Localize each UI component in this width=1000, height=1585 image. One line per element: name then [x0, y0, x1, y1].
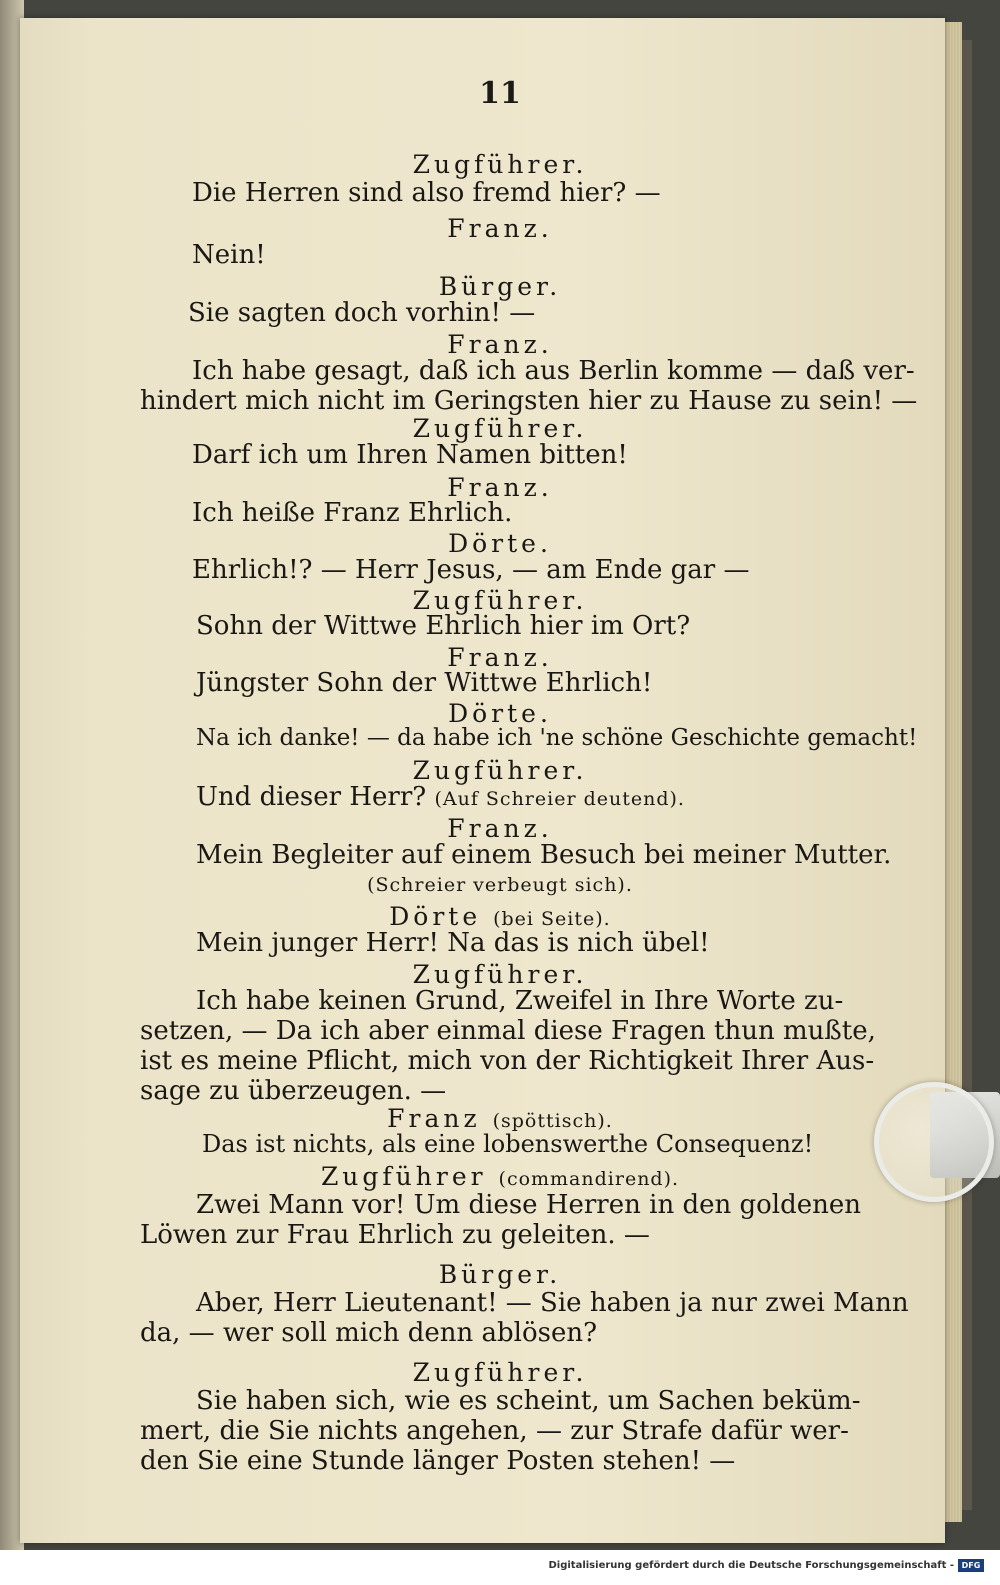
- dialogue-line: Sohn der Wittwe Ehrlich hier im Ort?: [196, 611, 691, 641]
- dialogue-line: Ich habe gesagt, daß ich aus Berlin komme — daß ver-: [192, 356, 915, 386]
- stage-direction: (spöttisch).: [492, 1110, 613, 1132]
- dialogue-line: Ehrlich!? — Herr Jesus, — am Ende gar —: [192, 555, 750, 585]
- speaker-name: Zugführer.: [412, 150, 588, 179]
- page-number: 11: [479, 76, 521, 111]
- stage-direction: (Auf Schreier deutend).: [434, 788, 685, 810]
- speaker-name: Franz.: [447, 643, 553, 672]
- dialogue-line: [196, 782, 685, 812]
- dialogue-line: Aber, Herr Lieutenant! — Sie haben ja nur zwei Mann: [196, 1288, 909, 1318]
- speaker-name: [140, 902, 860, 931]
- dialogue-line: Mein Begleiter auf einem Besuch bei meiner Mutter.: [196, 840, 892, 870]
- dialogue-line: da, — wer soll mich denn ablösen?: [140, 1318, 598, 1348]
- stage-direction: (bei Seite).: [493, 908, 611, 930]
- dialogue-line: Na ich danke! — da habe ich 'ne schöne Geschichte gemacht!: [196, 725, 918, 751]
- stage-direction: (Schreier verbeugt sich).: [367, 874, 633, 896]
- dialogue-line: setzen, — Da ich aber einmal diese Fragen thun mußte,: [140, 1016, 876, 1046]
- dialogue-line: hindert mich nicht im Geringsten hier zu Hause zu sein! —: [140, 386, 918, 416]
- dialogue-line: Sie haben sich, wie es scheint, um Sachen beküm-: [196, 1386, 861, 1416]
- speaker-name: Franz.: [447, 473, 553, 502]
- speaker-name: Zugführer.: [412, 1358, 588, 1387]
- speaker-name: Zugführer.: [412, 414, 588, 443]
- speaker-name: [140, 1104, 860, 1133]
- speaker-name: Franz.: [447, 330, 553, 359]
- dialogue-line: Ich habe keinen Grund, Zweifel in Ihre Worte zu-: [196, 986, 844, 1016]
- dialogue-line: Darf ich um Ihren Namen bitten!: [192, 440, 628, 470]
- dialogue-line: sage zu überzeugen. —: [140, 1076, 447, 1106]
- speaker-name: Bürger.: [438, 272, 562, 301]
- dialogue-text: Und dieser Herr?: [196, 782, 427, 812]
- stage-direction: (commandirend).: [498, 1168, 680, 1190]
- footer-credit: Digitalisierung gefördert durch die Deutsche Forschungsgemeinschaft -: [548, 1560, 954, 1571]
- speaker-name: Zugführer.: [412, 960, 588, 989]
- page-clip-lens: [874, 1082, 994, 1202]
- dialogue-line: ist es meine Pflicht, mich von der Richtigkeit Ihrer Aus-: [140, 1046, 875, 1076]
- speaker-text: Dörte: [389, 902, 482, 931]
- book-page: [20, 18, 945, 1543]
- speaker-text: Zugführer: [320, 1162, 487, 1191]
- dialogue-line: Mein junger Herr! Na das is nich übel!: [196, 928, 710, 958]
- speaker-name: Franz.: [447, 814, 553, 843]
- dialogue-line: den Sie eine Stunde länger Posten stehen! —: [140, 1446, 736, 1476]
- dialogue-line: Löwen zur Frau Ehrlich zu geleiten. —: [140, 1220, 650, 1250]
- speaker-name: Dörte.: [448, 529, 552, 558]
- dialogue-line: mert, die Sie nichts angehen, — zur Strafe dafür wer-: [140, 1416, 849, 1446]
- speaker-name: Bürger.: [438, 1260, 562, 1289]
- dialogue-line: Zwei Mann vor! Um diese Herren in den goldenen: [196, 1190, 862, 1220]
- dialogue-line: Das ist nichts, als eine lobenswerthe Consequenz!: [202, 1130, 814, 1158]
- speaker-name: Zugführer.: [412, 756, 588, 785]
- footer-bar: [0, 1550, 1000, 1585]
- speaker-name: Zugführer.: [412, 586, 588, 615]
- speaker-name: Franz.: [447, 214, 553, 243]
- dialogue-line: Die Herren sind also fremd hier? —: [192, 178, 661, 208]
- dialogue-line: Nein!: [192, 240, 266, 270]
- dialogue-line: Sie sagten doch vorhin! —: [188, 298, 536, 328]
- speaker-name: Dörte.: [448, 699, 552, 728]
- speaker-text: Franz: [387, 1104, 481, 1133]
- dialogue-line: Ich heiße Franz Ehrlich.: [192, 498, 513, 528]
- dfg-logo-icon: DFG: [958, 1559, 984, 1572]
- speaker-name: [140, 1162, 860, 1191]
- dialogue-line: Jüngster Sohn der Wittwe Ehrlich!: [196, 668, 653, 698]
